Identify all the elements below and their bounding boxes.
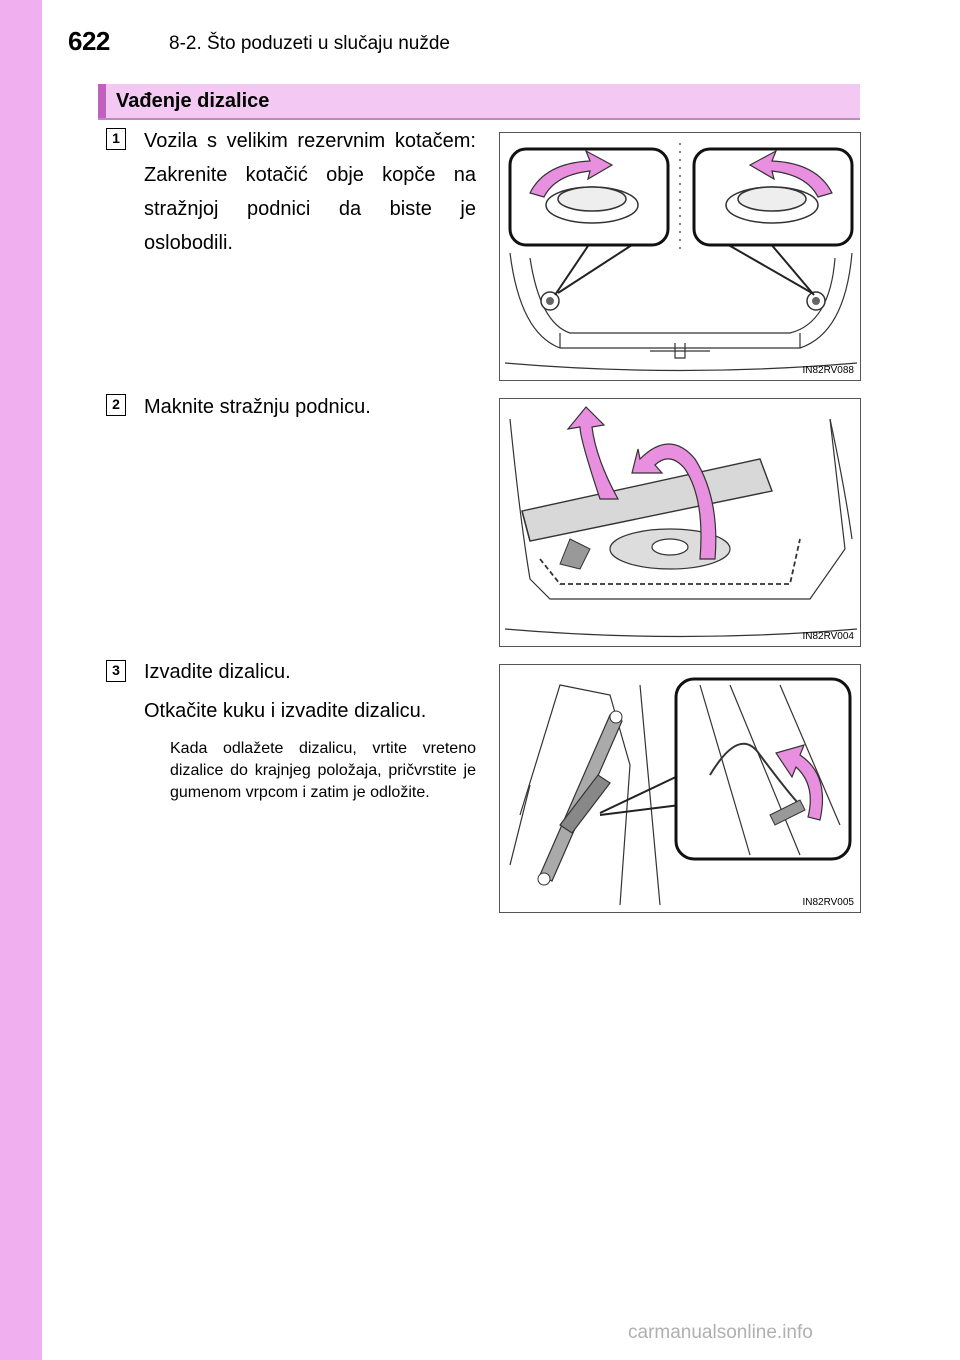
- section-title: Vađenje dizalice: [116, 90, 270, 112]
- page-number: 622: [68, 26, 110, 56]
- figure-1-code: IN82RV088: [802, 365, 854, 376]
- watermark: carmanualsonline.info: [628, 1322, 813, 1343]
- step-2-text: Maknite stražnju podnicu.: [144, 396, 371, 418]
- figure-3-code: IN82RV005: [802, 897, 854, 908]
- figure-2: [499, 398, 861, 647]
- step-number-2: 2: [106, 394, 126, 416]
- step-3-note: Kada odlažete dizalicu, vrtite vreteno dizalice do krajnjeg položaja, pričvrstite je gumenom vrpcom i zatim je odložite.: [170, 740, 476, 801]
- step-3-subtext: Otkačite kuku i izvadite dizalicu.: [144, 700, 427, 722]
- floor-board-illustration: [500, 399, 861, 647]
- step-1-text: Vozila s velikim rezervnim kotačem: Zakrenite kotačić obje kopče na stražnjoj podnici da biste je oslobodili.: [144, 130, 476, 254]
- step-3-text: Izvadite dizalicu.: [144, 661, 291, 683]
- chapter-title: 8-2. Što poduzeti u slučaju nužde: [169, 33, 450, 54]
- trunk-clips-illustration: [500, 133, 861, 381]
- side-strip: [0, 0, 42, 1360]
- figure-2-code: IN82RV004: [802, 631, 854, 642]
- step-number-1: 1: [106, 128, 126, 150]
- section-accent: [98, 84, 106, 118]
- jack-removal-illustration: [500, 665, 861, 913]
- figure-1: [499, 132, 861, 381]
- step-number-3: 3: [106, 660, 126, 682]
- section-header: [98, 84, 860, 120]
- figure-3: [499, 664, 861, 913]
